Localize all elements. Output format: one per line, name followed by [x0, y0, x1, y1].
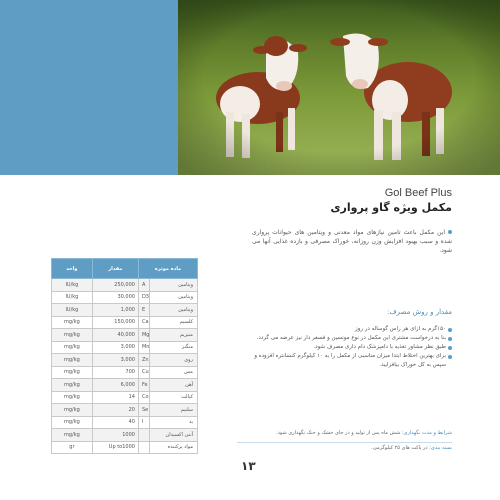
divider — [237, 442, 452, 443]
unit-cell: mg/kg — [52, 391, 93, 404]
list-item: برای بهترین اختلاط ابتدا میزان مناسبی از مکمل را به ۱۰ کیلوگرم کنسانتره افزوده و سپس به کل خوراک بیافزایید. — [242, 352, 452, 370]
table-row — [52, 329, 198, 342]
ingredient-symbol-cell: I — [138, 416, 150, 429]
unit-cell: mg/kg — [52, 366, 93, 379]
unit-cell: IU/kg — [52, 291, 93, 304]
amount-cell: 1000 — [92, 429, 138, 442]
storage-label: شرایط و مدت نگهداری: — [401, 430, 452, 436]
ingredient-symbol-cell: Co — [138, 391, 150, 404]
table-header-row — [52, 259, 198, 279]
table-row — [52, 304, 198, 317]
ingredient-symbol-cell: A — [138, 279, 150, 292]
unit-cell: mg/kg — [52, 316, 93, 329]
ingredient-name-cell: سلنیم — [150, 404, 198, 417]
ingredient-symbol-cell: Ca — [138, 316, 150, 329]
table-row — [52, 291, 198, 304]
table-row — [52, 354, 198, 367]
table-row — [52, 441, 198, 454]
table-row — [52, 416, 198, 429]
table-row — [52, 366, 198, 379]
ingredient-name-cell: منگنز — [150, 341, 198, 354]
ingredient-symbol-cell: Fe — [138, 379, 150, 392]
packaging-text: در پاکت های ۲۵ کیلوگرمی. — [371, 445, 428, 451]
amount-cell: 3,000 — [92, 354, 138, 367]
table-header-amount: مقدار — [92, 259, 138, 279]
cattle-photo — [178, 0, 500, 175]
amount-cell: 30,000 — [92, 291, 138, 304]
amount-cell: 700 — [92, 366, 138, 379]
ingredient-name-cell: روی — [150, 354, 198, 367]
ingredient-name-cell: منیزیم — [150, 329, 198, 342]
ingredient-name-cell: ید — [150, 416, 198, 429]
amount-cell: 1,000 — [92, 304, 138, 317]
amount-cell: 250,000 — [92, 279, 138, 292]
table-row — [52, 379, 198, 392]
unit-cell: gr — [52, 441, 93, 454]
composition-table — [51, 258, 198, 454]
ingredient-symbol-cell: Cu — [138, 366, 150, 379]
ingredient-name-cell: ویتامین — [150, 279, 198, 292]
storage-text: شش ماه پس از تولید و در جای خشک و خنک نگهداری شود. — [276, 430, 401, 436]
product-title-fa: مکمل ویژه گاو پرواری — [330, 201, 452, 214]
amount-cell: 40 — [92, 416, 138, 429]
packaging-label: بسته بندی: — [429, 445, 452, 451]
blue-color-block — [0, 0, 178, 175]
ingredient-name-cell: کبالت — [150, 391, 198, 404]
packaging-info — [237, 445, 452, 451]
amount-cell: 150,000 — [92, 316, 138, 329]
unit-cell: IU/kg — [52, 279, 93, 292]
table-row — [52, 316, 198, 329]
unit-cell: mg/kg — [52, 329, 93, 342]
ingredient-symbol-cell: D3 — [138, 291, 150, 304]
table-row — [52, 279, 198, 292]
ingredient-name-cell: کلسیم — [150, 316, 198, 329]
ingredient-symbol-cell: E — [138, 304, 150, 317]
table-row — [52, 404, 198, 417]
unit-cell: mg/kg — [52, 429, 93, 442]
table-header-unit: واحد — [52, 259, 93, 279]
product-title-en: Gol Beef Plus — [384, 187, 452, 199]
ingredient-symbol-cell: Zn — [138, 354, 150, 367]
unit-cell: mg/kg — [52, 416, 93, 429]
ingredient-symbol-cell — [138, 441, 150, 454]
unit-cell: mg/kg — [52, 379, 93, 392]
ingredient-symbol-cell: Se — [138, 404, 150, 417]
list-item: ۱۵۰گرم به ازای هر راس گوساله در روز — [242, 325, 452, 334]
ingredient-symbol-cell — [138, 429, 150, 442]
table-row — [52, 341, 198, 354]
intro-paragraph — [252, 228, 452, 255]
unit-cell: mg/kg — [52, 341, 93, 354]
ingredient-name-cell: آنتی اکسیدان — [150, 429, 198, 442]
ingredient-symbol-cell: Mg — [138, 329, 150, 342]
amount-cell: 3,000 — [92, 341, 138, 354]
table-row — [52, 391, 198, 404]
amount-cell: 6,000 — [92, 379, 138, 392]
amount-cell: Up to1000 — [92, 441, 138, 454]
usage-list — [242, 325, 452, 370]
ingredient-name-cell: مس — [150, 366, 198, 379]
list-item: طبق نظر مشاور تغذیه یا دامپزشک دام داری مصرف شود. — [242, 343, 452, 352]
usage-heading: مقدار و روش مصرف: — [387, 308, 452, 316]
storage-info — [237, 430, 452, 436]
amount-cell: 40,000 — [92, 329, 138, 342]
unit-cell: mg/kg — [52, 404, 93, 417]
table-row — [52, 429, 198, 442]
ingredient-symbol-cell: Mn — [138, 341, 150, 354]
ingredient-name-cell: آهن — [150, 379, 198, 392]
list-item: بنا به درخواست مشتری این مکمل در نوع مونسین و فسفر دار نیز عرضه می گردد. — [242, 334, 452, 343]
unit-cell: mg/kg — [52, 354, 93, 367]
amount-cell: 20 — [92, 404, 138, 417]
ingredient-name-cell: ویتامین — [150, 304, 198, 317]
page-number: ۱۳ — [241, 459, 256, 473]
table-header-ingredient: ماده موثره — [138, 259, 197, 279]
bullet-icon — [448, 230, 452, 234]
unit-cell: IU/kg — [52, 304, 93, 317]
intro-text: این مکمل باعث تامین نیازهای مواد معدنی و ویتامین های حیوانات پرواری شده و سبب بهبود افزایش وزن روزانه، خوراک مصرفی و بازده غذایی آنها می شود. — [252, 229, 452, 254]
ingredient-name-cell: مواد پرکننده — [150, 441, 198, 454]
amount-cell: 14 — [92, 391, 138, 404]
cattle-illustration — [178, 0, 500, 175]
ingredient-name-cell: ویتامین — [150, 291, 198, 304]
